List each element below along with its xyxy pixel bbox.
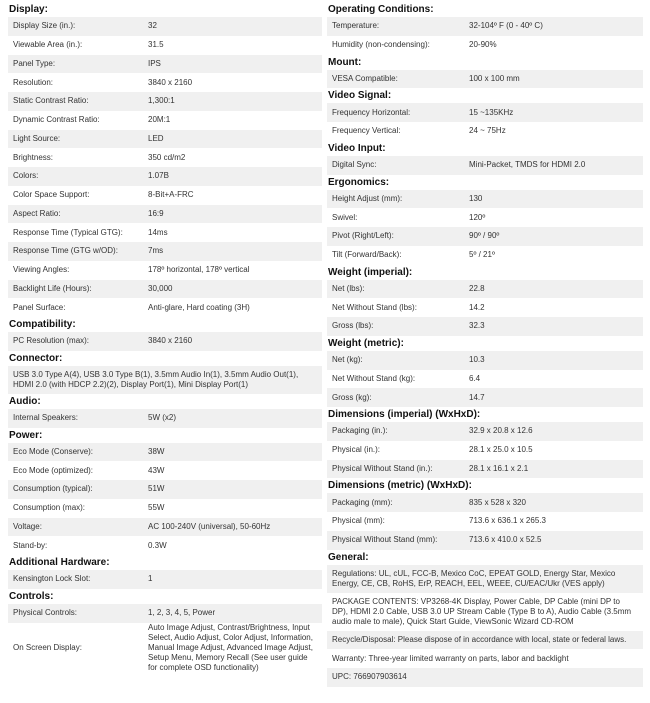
spec-row: [8, 111, 322, 130]
spec-label: Net (kg):: [332, 355, 363, 365]
spec-section-video-signal: [327, 88, 643, 141]
spec-text: UPC: 766907903614: [332, 672, 407, 682]
spec-value: 14.7: [469, 392, 485, 402]
spec-section-dimensions-imperial-wxhxd: [327, 407, 643, 478]
spec-label: Swivel:: [332, 212, 358, 222]
spec-row: [8, 604, 322, 623]
section-title: Video Input:: [328, 142, 386, 154]
spec-label: Humidity (non-condensing):: [332, 40, 430, 50]
spec-value: 32.9 x 20.8 x 12.6: [469, 426, 533, 436]
spec-label: PC Resolution (max):: [13, 336, 90, 346]
spec-label: Viewing Angles:: [13, 265, 70, 275]
spec-section-controls: [8, 589, 322, 673]
spec-row: [8, 205, 322, 224]
spec-text: Recycle/Disposal: Please dispose of in accordance with local, state or federal laws.: [332, 634, 627, 644]
spec-label: Colors:: [13, 171, 39, 181]
spec-row: [327, 208, 643, 227]
spec-value: 5º / 21º: [469, 250, 495, 260]
spec-row: [8, 480, 322, 499]
spec-row: [327, 156, 643, 175]
spec-value: 38W: [148, 446, 165, 456]
spec-section-dimensions-metric-wxhxd: [327, 478, 643, 549]
spec-value: 713.6 x 410.0 x 52.5: [469, 535, 542, 545]
spec-row: [8, 148, 322, 167]
spec-label: Consumption (max):: [13, 503, 86, 513]
spec-section-audio: [8, 394, 322, 428]
spec-value: 6.4: [469, 373, 481, 383]
spec-label: Static Contrast Ratio:: [13, 96, 89, 106]
section-title: Weight (metric):: [328, 337, 404, 349]
spec-value: 43W: [148, 465, 165, 475]
spec-label: Backlight Life (Hours):: [13, 283, 92, 293]
spec-label: Response Time (GTG w/OD):: [13, 246, 118, 256]
spec-value: 713.6 x 636.1 x 265.3: [469, 516, 546, 526]
spec-text: PACKAGE CONTENTS: VP3268-4K Display, Power Cable, DP Cable (mini DP to DP), HDMI 2.0 Cable, USB 3.0 UP Stream Cable (Type B to A), Audio Cable (3.5mm audio male to male), Quick Start Guide, ViewSonic Wizard CD-ROM: [332, 596, 632, 626]
spec-label: Eco Mode (optimized):: [13, 465, 94, 475]
spec-label: Net Without Stand (lbs):: [332, 302, 417, 312]
section-title: Compatibility:: [9, 319, 76, 330]
spec-label: Net Without Stand (kg):: [332, 373, 416, 383]
spec-value: 28.1 x 16.1 x 2.1: [469, 463, 529, 473]
spec-label: Internal Speakers:: [13, 413, 78, 423]
spec-row: [327, 227, 643, 246]
spec-value: 350 cd/m2: [148, 152, 186, 162]
spec-value: 55W: [148, 503, 165, 513]
spec-row: [327, 593, 643, 631]
spec-value: AC 100-240V (universal), 50-60Hz: [148, 521, 271, 531]
spec-value: 20M:1: [148, 115, 171, 125]
spec-value: 28.1 x 25.0 x 10.5: [469, 445, 533, 455]
spec-value: 1,300:1: [148, 96, 175, 106]
spec-value: 178º horizontal, 178º vertical: [148, 265, 250, 275]
spec-row: [327, 17, 643, 36]
spec-label: Net (lbs):: [332, 283, 365, 293]
spec-row: [327, 103, 643, 122]
spec-column-left: [8, 2, 322, 673]
spec-value: 14ms: [148, 227, 168, 237]
spec-section-power: [8, 428, 322, 556]
spec-row: [327, 246, 643, 265]
spec-value: 15 ~135KHz: [469, 107, 514, 117]
spec-value: 16:9: [148, 208, 164, 218]
section-title: Power:: [9, 429, 43, 441]
spec-value: IPS: [148, 58, 161, 68]
spec-row: [8, 518, 322, 537]
spec-value: 90º / 90º: [469, 231, 500, 241]
spec-value: 835 x 528 x 320: [469, 497, 526, 507]
spec-row: [8, 443, 322, 462]
spec-row: [8, 17, 322, 36]
spec-row: [8, 73, 322, 92]
spec-section-ergonomics: [327, 175, 643, 265]
spec-value: LED: [148, 133, 164, 143]
spec-label: Gross (lbs):: [332, 321, 374, 331]
spec-row: [327, 190, 643, 209]
spec-label: Packaging (in.):: [332, 426, 388, 436]
spec-label: Height Adjust (mm):: [332, 193, 403, 203]
spec-label: Gross (kg):: [332, 392, 372, 402]
spec-value: 3840 x 2160: [148, 77, 193, 87]
spec-text: Regulations: UL, cUL, FCC-B, Mexico CoC, EPEAT GOLD, Energy Star, Mexico Energy, CE, CB, RoHS, ErP, REACH, EEL, WEEE, CU/EAC/Ukr (VES apply): [332, 568, 616, 588]
spec-row: [327, 649, 643, 668]
spec-section-mount: [327, 55, 643, 89]
spec-label: Aspect Ratio:: [13, 208, 61, 218]
spec-row: [8, 298, 322, 317]
spec-row: [327, 441, 643, 460]
spec-row: [327, 70, 643, 89]
spec-section-connector: [8, 351, 322, 394]
spec-value: 130: [469, 193, 483, 203]
spec-row: [8, 280, 322, 299]
spec-row: [8, 332, 322, 351]
section-title: Controls:: [9, 590, 54, 602]
spec-row: [8, 623, 322, 673]
spec-section-video-input: [327, 141, 643, 175]
spec-section-general: [327, 550, 643, 687]
spec-value: 14.2: [469, 302, 485, 312]
spec-row: [8, 223, 322, 242]
spec-value: 5W (x2): [148, 413, 176, 423]
spec-row: [8, 570, 322, 589]
spec-text: Warranty: Three-year limited warranty on parts, labor and backlight: [332, 653, 569, 663]
spec-label: Physical Without Stand (mm):: [332, 535, 438, 545]
spec-row: [327, 122, 643, 141]
spec-label: Panel Surface:: [13, 302, 66, 312]
spec-value: 32-104º F (0 - 40º C): [469, 21, 543, 31]
spec-row: [8, 499, 322, 518]
spec-row: [8, 167, 322, 186]
spec-value: 120º: [469, 212, 486, 222]
spec-label: Eco Mode (Conserve):: [13, 446, 94, 456]
spec-label: Kensington Lock Slot:: [13, 574, 91, 584]
spec-label: Packaging (mm):: [332, 497, 393, 507]
spec-section-weight-metric: [327, 336, 643, 407]
spec-label: Response Time (Typical GTG):: [13, 227, 123, 237]
spec-label: VESA Compatible:: [332, 73, 398, 83]
section-title: Audio:: [9, 395, 41, 407]
spec-value: 8-Bit+A-FRC: [148, 190, 194, 200]
spec-row: [8, 366, 322, 394]
spec-row: [327, 351, 643, 370]
section-title: Operating Conditions:: [328, 4, 434, 15]
spec-label: Color Space Support:: [13, 190, 90, 200]
spec-row: [8, 186, 322, 205]
spec-value: 51W: [148, 484, 165, 494]
spec-label: Temperature:: [332, 21, 380, 31]
spec-value: 32: [148, 21, 157, 31]
spec-row: [8, 36, 322, 55]
spec-label: Stand-by:: [13, 540, 48, 550]
spec-row: [327, 280, 643, 299]
spec-value: 10.3: [469, 355, 485, 365]
spec-label: Physical Controls:: [13, 608, 78, 618]
spec-section-compatibility: [8, 317, 322, 351]
spec-value: Anti-glare, Hard coating (3H): [148, 302, 250, 312]
spec-row: [327, 422, 643, 441]
spec-row: [327, 388, 643, 407]
spec-row: [327, 36, 643, 55]
spec-label: Brightness:: [13, 152, 54, 162]
section-title: Display:: [9, 4, 48, 15]
spec-row: [327, 460, 643, 479]
spec-row: [327, 531, 643, 550]
spec-label: Physical (mm):: [332, 516, 385, 526]
spec-value: 31.5: [148, 40, 164, 50]
spec-label: Viewable Area (in.):: [13, 40, 83, 50]
spec-value: 20-90%: [469, 40, 497, 50]
spec-column-right: [327, 2, 643, 687]
spec-section-display: [8, 2, 322, 317]
spec-row: [327, 631, 643, 650]
spec-row: [327, 668, 643, 687]
spec-value: 22.8: [469, 283, 485, 293]
spec-row: [327, 298, 643, 317]
spec-row: [327, 370, 643, 389]
spec-value: 1, 2, 3, 4, 5, Power: [148, 608, 216, 618]
spec-row: [327, 512, 643, 531]
section-title: Dimensions (imperial) (WxHxD):: [328, 409, 481, 420]
spec-label: On Screen Display:: [13, 642, 82, 652]
spec-label: Consumption (typical):: [13, 484, 93, 494]
spec-label: Physical Without Stand (in.):: [332, 463, 433, 473]
spec-value: 32.3: [469, 321, 485, 331]
spec-row: [8, 55, 322, 74]
spec-value: 7ms: [148, 246, 164, 256]
spec-label: Light Source:: [13, 133, 61, 143]
spec-label: Pivot (Right/Left):: [332, 231, 394, 241]
spec-label: Dynamic Contrast Ratio:: [13, 115, 100, 125]
section-title: Mount:: [328, 56, 362, 68]
spec-label: Digital Sync:: [332, 160, 377, 170]
spec-label: Display Size (in.):: [13, 21, 76, 31]
section-title: Ergonomics:: [328, 176, 390, 188]
spec-section-weight-imperial: [327, 265, 643, 336]
spec-value: 30,000: [148, 283, 173, 293]
spec-row: [8, 409, 322, 428]
spec-section-operating-conditions: [327, 2, 643, 55]
spec-value: 1.07B: [148, 171, 169, 181]
spec-label: Frequency Vertical:: [332, 126, 401, 136]
spec-label: Resolution:: [13, 77, 54, 87]
section-title: General:: [328, 551, 369, 563]
section-title: Additional Hardware:: [9, 557, 110, 568]
spec-text: USB 3.0 Type A(4), USB 3.0 Type B(1), 3.5mm Audio In(1), 3.5mm Audio Out(1), HDMI 2.0 (with HDCP 2.2)(2), Display Port(1), Mini Display Port(1): [13, 369, 299, 389]
spec-label: Frequency Horizontal:: [332, 107, 411, 117]
section-title: Dimensions (metric) (WxHxD):: [328, 480, 472, 492]
spec-value: Mini-Packet, TMDS for HDMI 2.0: [469, 160, 586, 170]
section-title: Weight (imperial):: [328, 266, 413, 278]
section-title: Video Signal:: [328, 90, 392, 102]
spec-row: [8, 92, 322, 111]
spec-label: Physical (in.):: [332, 445, 381, 455]
spec-value: 1: [148, 574, 153, 584]
spec-value: Auto Image Adjust, Contrast/Brightness, Input Select, Audio Adjust, Color Adjust, Information, Manual Image Adjust, Advanced Image Adjust, Setup Menu, Memory Recall (See user guide for complete OSD functionality): [148, 622, 313, 672]
spec-row: [8, 261, 322, 280]
spec-label: Panel Type:: [13, 58, 56, 68]
spec-value: 0.3W: [148, 540, 167, 550]
spec-row: [8, 536, 322, 555]
spec-row: [327, 317, 643, 336]
spec-row: [327, 565, 643, 593]
spec-row: [327, 493, 643, 512]
spec-value: 100 x 100 mm: [469, 73, 520, 83]
spec-label: Voltage:: [13, 521, 42, 531]
spec-row: [8, 130, 322, 149]
spec-value: 24 ~ 75Hz: [469, 126, 506, 136]
spec-row: [8, 461, 322, 480]
section-title: Connector:: [9, 352, 63, 364]
spec-section-additional-hardware: [8, 555, 322, 589]
spec-label: Tilt (Forward/Back):: [332, 250, 402, 260]
spec-value: 3840 x 2160: [148, 336, 193, 346]
spec-row: [8, 242, 322, 261]
